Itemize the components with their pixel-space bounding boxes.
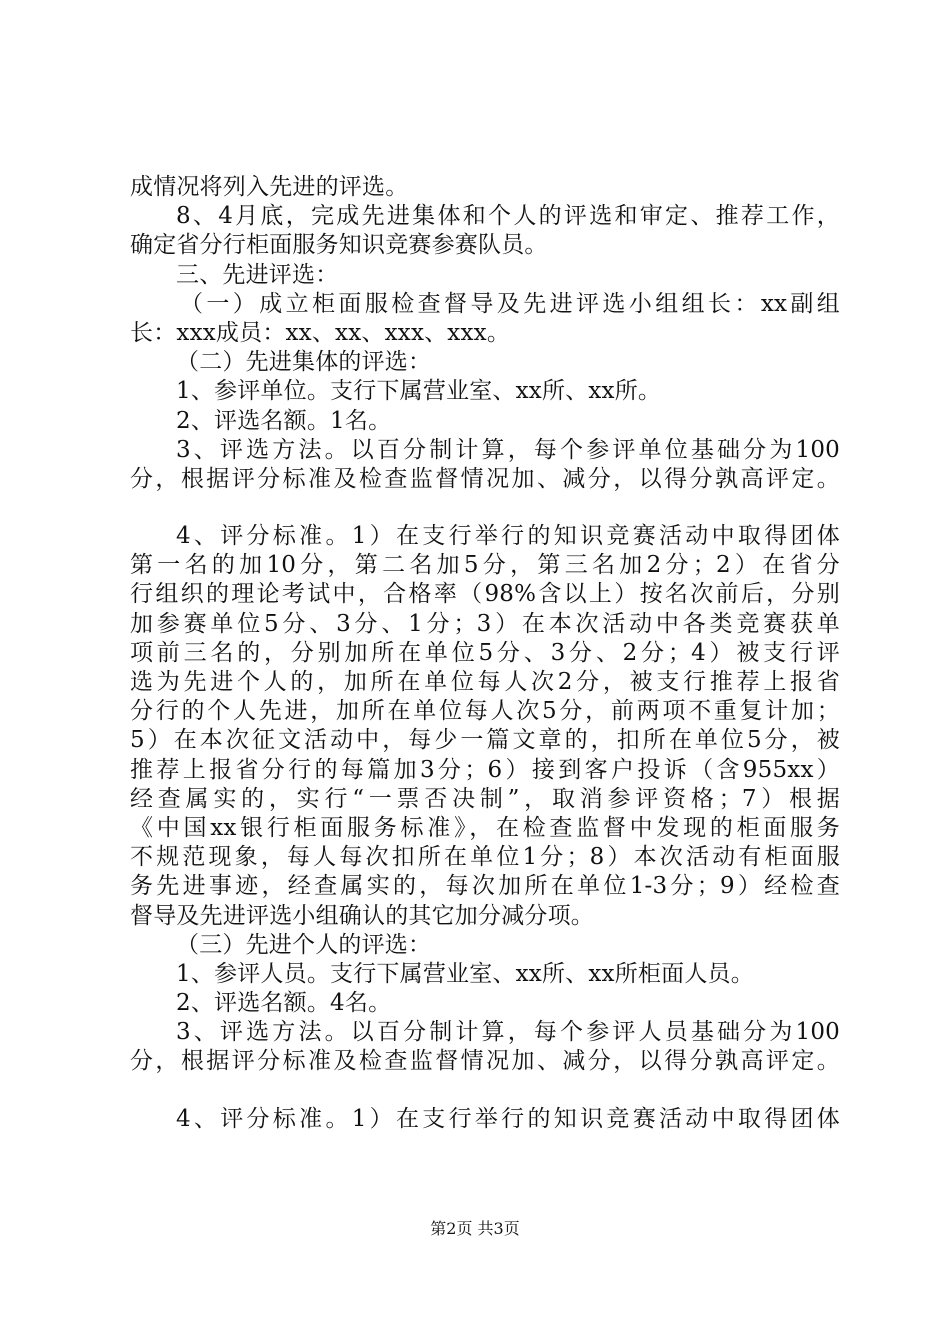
paragraph-line: 分，根据评分标准及检查监督情况加、减分，以得分孰高评定。 xyxy=(130,1048,840,1075)
subsection-heading: （三）先进个人的评选： xyxy=(176,931,432,958)
section-heading: 三、先进评选： xyxy=(176,261,339,288)
paragraph-line: 加参赛单位5分、3分、1分；3）在本次活动中各类竞赛获单 xyxy=(130,610,840,637)
paragraph-line: 8、4月底，完成先进集体和个人的评选和审定、推荐工作， xyxy=(176,203,840,230)
paragraph-line: 长：xxx成员：xx、xx、xxx、xxx。 xyxy=(130,319,511,346)
paragraph-line: 4、评分标准。1）在支行举行的知识竞赛活动中取得团体 xyxy=(176,1105,840,1132)
paragraph-line: 分行的个人先进，加所在单位每人次5分，前两项不重复计加； xyxy=(130,698,840,725)
subsection-heading: （二）先进集体的评选： xyxy=(176,349,432,376)
paragraph-line: 3、评选方法。以百分制计算，每个参评单位基础分为100 xyxy=(176,436,840,463)
paragraph-line: 行组织的理论考试中，合格率（98%含以上）按名次前后，分别 xyxy=(130,581,840,608)
paragraph-line: 督导及先进评选小组确认的其它加分减分项。 xyxy=(130,902,594,929)
paragraph-line: 经查属实的，实行“一票否决制”，取消参评资格；7）根据 xyxy=(130,785,840,812)
paragraph-line: 分，根据评分标准及检查监督情况加、减分，以得分孰高评定。 xyxy=(130,465,840,492)
paragraph-line: 2、评选名额。4名。 xyxy=(176,990,392,1017)
paragraph-line: 推荐上报省分行的每篇加3分；6）接到客户投诉（含955xx） xyxy=(130,756,840,783)
paragraph-line: 《中国xx银行柜面服务标准》，在检查监督中发现的柜面服务 xyxy=(130,814,840,841)
paragraph-line: 1、参评单位。支行下属营业室、xx所、xx所。 xyxy=(176,378,662,405)
paragraph-line: 成情况将列入先进的评选。 xyxy=(130,174,409,200)
paragraph-line: 选为先进个人的，加所在单位每人次2分，被支行推荐上报省 xyxy=(130,669,840,695)
paragraph-line: 3、评选方法。以百分制计算，每个参评人员基础分为100 xyxy=(176,1019,840,1046)
page-number-footer: 第2页 共3页 xyxy=(430,1219,520,1238)
paragraph-line: 1、参评人员。支行下属营业室、xx所、xx所柜面人员。 xyxy=(176,960,754,987)
paragraph-line: 务先进事迹，经查属实的，每次加所在单位1-3分；9）经检查 xyxy=(130,873,840,900)
paragraph-line: 2、评选名额。1名。 xyxy=(176,407,392,434)
paragraph-line: 第一名的加10分，第二名加5分，第三名加2分；2）在省分 xyxy=(130,552,840,579)
paragraph-line: （一）成立柜面服检查督导及先进评选小组组长：xx副组 xyxy=(180,290,840,317)
paragraph-line: 不规范现象，每人每次扣所在单位1分；8）本次活动有柜面服 xyxy=(130,844,840,871)
document-body xyxy=(130,173,840,1134)
paragraph-line: 5）在本次征文活动中，每少一篇文章的，扣所在单位5分，被 xyxy=(130,727,840,754)
paragraph-line: 确定省分行柜面服务知识竞赛参赛队员。 xyxy=(130,232,548,259)
paragraph-line: 4、评分标准。1）在支行举行的知识竞赛活动中取得团体 xyxy=(176,523,840,550)
paragraph-line: 项前三名的，分别加所在单位5分、3分、2分；4）被支行评 xyxy=(130,639,840,666)
